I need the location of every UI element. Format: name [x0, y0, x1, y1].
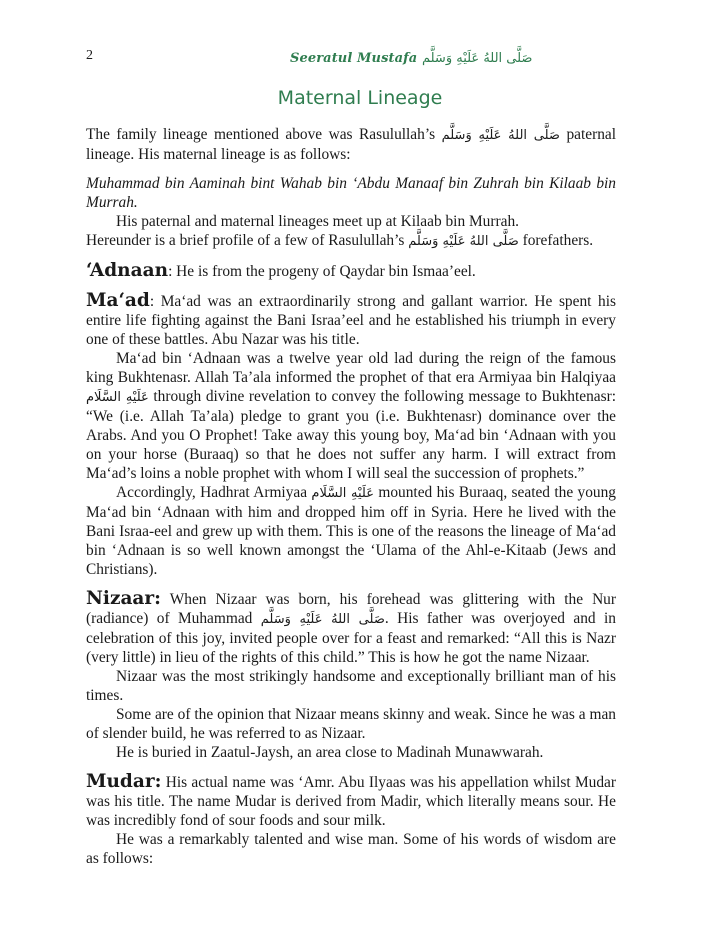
maad-paragraph: [86, 349, 616, 483]
adnaan-term: ‘Adnaan: [86, 260, 169, 281]
page-number: 2: [86, 48, 93, 63]
nizaar-text: . His father was overjoyed and in celebration of this joy, invited people over for a feast and remarked: “All this is Nazr (very little) in lieu of the rights of this child.” This is how he got the name Nizaar.: [86, 610, 616, 666]
maad-text: mounted his Buraaq, seated the young Ma‘ad bin ‘Adnaan with him and dropped him off in Syria. Here he lived with the Bani Israa-eel and grew up with them. This is one of the reasons the lineage of Ma‘ad bin ‘Adnaan is so well known amongst the ‘Ulama of the Ahl-e-Kitaab (Jews and Christians).: [86, 484, 616, 578]
maad-term: Ma‘ad: [86, 290, 150, 311]
nizaar-text: When Nizaar was born, his forehead was glittering with the Nur (radiance) of Muhammad: [86, 591, 616, 627]
maad-paragraph: [86, 483, 616, 579]
intro-paragraph: [86, 231, 616, 251]
lineage-quote: Muhammad bin Aaminah bint Wahab bin ‘Abdu Manaaf bin Zuhrah bin Kilaab bin Murrah.: [86, 175, 616, 211]
salawat-honorific: صَلَّى اللهُ عَلَيْهِ وَسَلَّم: [260, 612, 385, 627]
salawat-honorific: صَلَّى اللهُ عَلَيْهِ وَسَلَّم: [441, 128, 560, 143]
running-head-honorific: صَلَّى اللهُ عَلَيْهِ وَسَلَّم: [421, 51, 533, 66]
maad-text: Accordingly, Hadhrat Armiyaa: [116, 484, 308, 501]
maad-entry: [86, 291, 616, 349]
mudar-paragraph: He was a remarkably talented and wise man. Some of his words of wisdom are as follows:: [86, 831, 616, 867]
mudar-text: His actual name was ‘Amr. Abu Ilyaas was his appellation whilst Mudar was his title. The name Mudar is derived from Madir, which literally means sour. He was incredibly fond of sour foods and sour milk.: [86, 774, 616, 829]
page-body: [86, 125, 616, 868]
maad-text: : Ma‘ad was an extraordinarily strong and gallant warrior. He spent his entire life fighting against the Bani Israa’eel and he established his triumph in every one of these battles. Abu Nazar was his title.: [86, 293, 616, 348]
section-heading: Maternal Lineage: [277, 87, 443, 109]
mudar-entry: [86, 772, 616, 830]
intro-text: paternal lineage. His maternal lineage is as follows:: [86, 126, 617, 163]
intro-text: forefathers.: [522, 232, 594, 249]
adnaan-entry: [86, 261, 616, 281]
nizaar-term: Nizaar:: [86, 588, 161, 609]
intro-paragraph: [86, 125, 616, 164]
mudar-term: Mudar:: [86, 771, 162, 792]
running-head-title: Seeratul Mustafa: [290, 51, 418, 66]
running-head: [290, 51, 532, 66]
nizaar-paragraph: He is buried in Zaatul-Jaysh, an area close to Madinah Munawwarah.: [116, 744, 544, 761]
intro-text: Hereunder is a brief profile of a few of Rasulullah’s: [86, 232, 405, 249]
nizaar-entry: [86, 589, 616, 667]
maad-text: through divine revelation to convey the following message to Bukhtenasr: “We (i.e. Allah Ta’ala) pledge to grant you (i.e. Bukhtenasr) dominance over the Arabs. And you O Prophet! Take away this young boy, Ma‘ad bin ‘Adnaan with you on your horse (Buraaq) so that he does not suffer any harm. I will extract from Ma‘ad’s loins a noble prophet with whom I will seal the succession of prophets.”: [86, 388, 616, 482]
salam-honorific: عَلَيْهِ السَّلَام: [86, 390, 149, 405]
salam-honorific: عَلَيْهِ السَّلَام: [311, 486, 374, 501]
intro-text: The family lineage mentioned above was Rasulullah’s: [86, 126, 436, 143]
salawat-honorific: صَلَّى اللهُ عَلَيْهِ وَسَلَّم: [408, 234, 519, 249]
nizaar-paragraph: Nizaar was the most strikingly handsome and exceptionally brilliant man of his times.: [86, 668, 616, 704]
nizaar-paragraph: Some are of the opinion that Nizaar means skinny and weak. Since he was a man of slender build, he was referred to as Nizaar.: [86, 706, 616, 742]
adnaan-text: : He is from the progeny of Qaydar bin Ismaa’eel.: [168, 263, 476, 280]
maad-text: Ma‘ad bin ‘Adnaan was a twelve year old lad during the reign of the famous king Bukhtenasr. Allah Ta’ala informed the prophet of that era Armiyaa bin Halqiyaa: [86, 350, 616, 386]
intro-paragraph: His paternal and maternal lineages meet up at Kilaab bin Murrah.: [116, 213, 520, 230]
